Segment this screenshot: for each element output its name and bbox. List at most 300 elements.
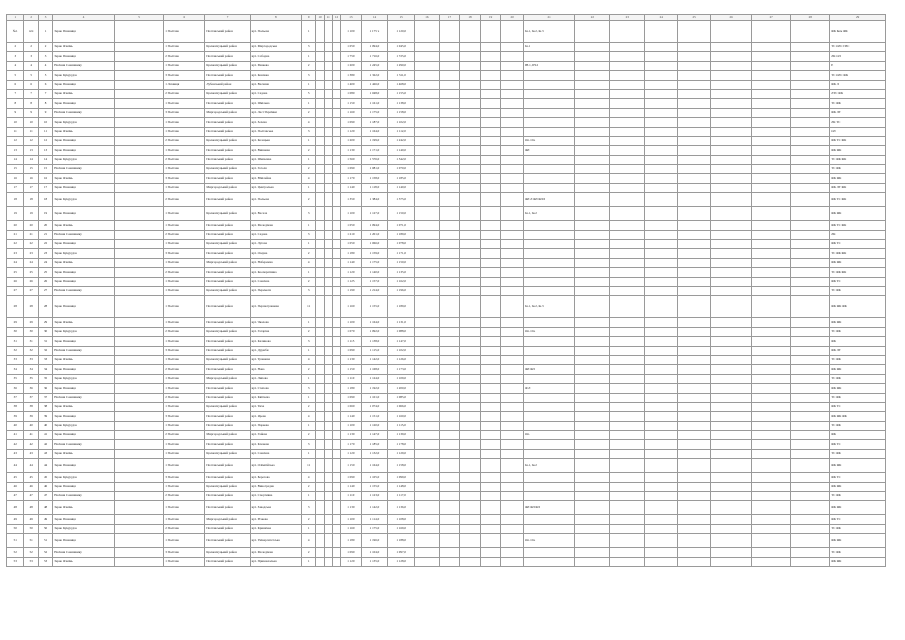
table-cell[interactable]: вул. Садова	[250, 89, 301, 98]
table-cell[interactable]: 1 139,0	[388, 431, 415, 440]
table-cell[interactable]	[752, 136, 791, 145]
table-cell[interactable]	[645, 393, 678, 402]
table-cell[interactable]	[791, 393, 830, 402]
table-cell[interactable]: 1 170	[341, 174, 362, 183]
table-cell[interactable]	[575, 515, 610, 524]
table-cell[interactable]: 2	[302, 402, 316, 411]
table-cell[interactable]: Полтавський район	[205, 384, 250, 393]
table-cell[interactable]: 53	[24, 557, 38, 566]
table-cell[interactable]	[114, 127, 163, 136]
table-row[interactable]	[7, 557, 886, 566]
table-cell[interactable]: 1 155,0	[388, 89, 415, 98]
table-cell[interactable]	[316, 99, 324, 108]
table-cell[interactable]: 1 Полтава	[164, 207, 205, 221]
table-cell[interactable]: 35	[38, 374, 52, 383]
table-cell[interactable]	[324, 440, 332, 449]
table-cell[interactable]	[439, 21, 460, 43]
table-cell[interactable]	[324, 402, 332, 411]
table-cell[interactable]: 4	[7, 61, 24, 70]
table-cell[interactable]	[324, 355, 332, 364]
table-cell[interactable]: 2	[7, 43, 24, 52]
table-cell[interactable]: Полтавський район	[205, 146, 250, 155]
column-header[interactable]: 8	[250, 15, 301, 21]
table-cell[interactable]	[316, 277, 324, 286]
table-cell[interactable]	[645, 355, 678, 364]
table-cell[interactable]: 1 150	[341, 99, 362, 108]
table-cell[interactable]: 1 118,0	[361, 183, 388, 192]
table-cell[interactable]: 1 175,0	[361, 108, 388, 117]
table-cell[interactable]: 2 Полтава	[164, 365, 205, 374]
table-cell[interactable]: 20	[24, 221, 38, 230]
table-cell[interactable]	[324, 296, 332, 318]
table-cell[interactable]: Зерно Кукурудза	[53, 118, 115, 127]
table-cell[interactable]	[332, 431, 340, 440]
table-cell[interactable]	[324, 412, 332, 421]
table-cell[interactable]	[316, 286, 324, 295]
table-cell[interactable]: 6	[24, 80, 38, 89]
table-cell[interactable]: 31	[7, 337, 24, 346]
table-cell[interactable]	[460, 221, 481, 230]
table-cell[interactable]	[645, 258, 678, 267]
table-cell[interactable]	[575, 355, 610, 364]
table-cell[interactable]: Полтавський район	[205, 52, 250, 61]
table-cell[interactable]	[678, 365, 711, 374]
table-cell[interactable]	[610, 440, 645, 449]
table-cell[interactable]: ТС ФК	[830, 548, 886, 557]
table-cell[interactable]	[752, 365, 791, 374]
table-cell[interactable]: вул. Кленова	[250, 440, 301, 449]
table-cell[interactable]: Зерно Ячмінь	[53, 221, 115, 230]
table-cell[interactable]: вул. Гоголя	[250, 165, 301, 174]
table-cell[interactable]	[460, 193, 481, 207]
table-cell[interactable]	[480, 249, 501, 258]
table-cell[interactable]: 3	[302, 337, 316, 346]
table-cell[interactable]	[332, 459, 340, 473]
table-cell[interactable]	[480, 482, 501, 491]
table-cell[interactable]: вул. Польова	[250, 21, 301, 43]
table-cell[interactable]: 1 148,0	[388, 482, 415, 491]
table-cell[interactable]	[460, 449, 481, 458]
table-cell[interactable]: 48	[7, 501, 24, 515]
table-cell[interactable]	[523, 557, 574, 566]
column-header[interactable]: 7	[205, 15, 250, 21]
table-cell[interactable]	[501, 482, 524, 491]
table-cell[interactable]	[114, 268, 163, 277]
table-cell[interactable]: ФК ЛТ ФК	[830, 183, 886, 192]
table-cell[interactable]	[791, 136, 830, 145]
table-cell[interactable]: 1 140	[341, 412, 362, 421]
table-cell[interactable]	[678, 43, 711, 52]
table-cell[interactable]	[501, 412, 524, 421]
table-cell[interactable]: 49	[38, 515, 52, 524]
table-cell[interactable]	[752, 174, 791, 183]
table-cell[interactable]	[415, 449, 440, 458]
table-cell[interactable]	[316, 482, 324, 491]
table-cell[interactable]	[460, 346, 481, 355]
table-cell[interactable]	[324, 421, 332, 430]
table-cell[interactable]	[114, 557, 163, 566]
table-cell[interactable]: вул. Молодіжна	[250, 221, 301, 230]
table-cell[interactable]: 1 117,0	[388, 492, 415, 501]
table-cell[interactable]	[645, 52, 678, 61]
table-cell[interactable]: Кременчуцький район	[205, 240, 250, 249]
table-cell[interactable]	[460, 296, 481, 318]
table-cell[interactable]: 31	[24, 337, 38, 346]
table-cell[interactable]: 16	[7, 174, 24, 183]
table-cell[interactable]	[480, 431, 501, 440]
table-cell[interactable]	[480, 52, 501, 61]
table-cell[interactable]	[610, 80, 645, 89]
table-cell[interactable]	[114, 374, 163, 383]
table-cell[interactable]	[316, 337, 324, 346]
table-cell[interactable]: 1 097,0	[388, 548, 415, 557]
table-cell[interactable]	[645, 459, 678, 473]
table-cell[interactable]	[711, 557, 752, 566]
table-cell[interactable]	[610, 99, 645, 108]
table-cell[interactable]: 1 175,0	[361, 258, 388, 267]
table-cell[interactable]: 1 100	[341, 421, 362, 430]
table-cell[interactable]: 31	[38, 337, 52, 346]
table-cell[interactable]	[752, 557, 791, 566]
table-cell[interactable]	[114, 183, 163, 192]
table-cell[interactable]	[752, 146, 791, 155]
table-cell[interactable]: 35	[7, 374, 24, 383]
table-cell[interactable]	[415, 473, 440, 482]
column-header[interactable]: 2	[24, 15, 38, 21]
table-cell[interactable]: ФК ТС ФК	[830, 136, 886, 145]
table-cell[interactable]	[711, 249, 752, 258]
table-cell[interactable]: 1 178,0	[388, 440, 415, 449]
table-row[interactable]	[7, 365, 886, 374]
table-cell[interactable]: ІН.1, ІН.2	[523, 61, 574, 70]
table-cell[interactable]: вул. Шкільна	[250, 99, 301, 108]
table-cell[interactable]: вул. Миргородська	[250, 43, 301, 52]
table-cell[interactable]	[316, 534, 324, 548]
table-cell[interactable]: вул. Лугова	[250, 240, 301, 249]
table-cell[interactable]	[439, 402, 460, 411]
table-cell[interactable]	[610, 412, 645, 421]
table-cell[interactable]: Лубенський район	[205, 80, 250, 89]
table-cell[interactable]	[460, 286, 481, 295]
table-cell[interactable]: 1 120,0	[361, 421, 388, 430]
table-cell[interactable]: 3	[302, 440, 316, 449]
table-row[interactable]	[7, 240, 886, 249]
table-cell[interactable]: Зерно Пшениця	[53, 459, 115, 473]
table-cell[interactable]: 1 085,0	[388, 393, 415, 402]
table-cell[interactable]: вул. Полтавська	[250, 127, 301, 136]
table-cell[interactable]	[480, 193, 501, 207]
table-cell[interactable]	[415, 240, 440, 249]
table-cell[interactable]: 4	[302, 412, 316, 421]
table-cell[interactable]: ФЛ Л ФЛ ФЛЛ	[523, 193, 574, 207]
table-cell[interactable]	[332, 365, 340, 374]
table-cell[interactable]: 2 Полтава	[164, 327, 205, 336]
table-cell[interactable]	[523, 108, 574, 117]
table-cell[interactable]: Ф Л	[523, 384, 574, 393]
table-cell[interactable]	[575, 249, 610, 258]
table-cell[interactable]	[523, 440, 574, 449]
table-cell[interactable]	[480, 492, 501, 501]
table-cell[interactable]: Кременчуцький район	[205, 402, 250, 411]
table-cell[interactable]	[575, 43, 610, 52]
table-cell[interactable]: 1 Полтава	[164, 258, 205, 267]
table-cell[interactable]: вул. Набережна	[250, 258, 301, 267]
table-cell[interactable]	[791, 421, 830, 430]
column-header[interactable]: 13	[341, 15, 362, 21]
table-cell[interactable]	[523, 402, 574, 411]
table-cell[interactable]	[324, 165, 332, 174]
table-cell[interactable]: 1 102,0	[388, 118, 415, 127]
table-cell[interactable]: 1 750	[341, 52, 362, 61]
table-cell[interactable]	[645, 136, 678, 145]
table-cell[interactable]: 1 164,0	[361, 459, 388, 473]
table-cell[interactable]: 15	[24, 165, 38, 174]
table-cell[interactable]: 6	[38, 80, 52, 89]
table-cell[interactable]	[460, 492, 481, 501]
table-cell[interactable]	[610, 548, 645, 557]
table-cell[interactable]: Зерно Ячмінь	[53, 449, 115, 458]
table-cell[interactable]	[645, 337, 678, 346]
table-cell[interactable]	[791, 440, 830, 449]
table-cell[interactable]: Насіння Соняшнику	[53, 286, 115, 295]
table-cell[interactable]	[415, 286, 440, 295]
table-cell[interactable]	[114, 492, 163, 501]
table-cell[interactable]: ТС ФК	[830, 393, 886, 402]
table-cell[interactable]	[460, 249, 481, 258]
table-cell[interactable]: вул. Сонячна	[250, 449, 301, 458]
table-row[interactable]	[7, 221, 886, 230]
table-cell[interactable]	[415, 89, 440, 98]
table-cell[interactable]: 1 Полтава	[164, 183, 205, 192]
table-cell[interactable]: 33	[24, 355, 38, 364]
table-cell[interactable]: 2 Полтава	[164, 492, 205, 501]
column-header[interactable]: 25	[678, 15, 711, 21]
table-cell[interactable]	[415, 268, 440, 277]
table-cell[interactable]: 1 155,0	[361, 296, 388, 318]
table-cell[interactable]	[480, 136, 501, 145]
table-row[interactable]	[7, 286, 886, 295]
table-row[interactable]	[7, 459, 886, 473]
table-cell[interactable]: 9	[38, 108, 52, 117]
table-cell[interactable]: 8	[38, 99, 52, 108]
table-cell[interactable]	[415, 127, 440, 136]
table-cell[interactable]: 26	[24, 277, 38, 286]
table-cell[interactable]	[480, 21, 501, 43]
table-cell[interactable]	[439, 80, 460, 89]
table-cell[interactable]	[791, 221, 830, 230]
table-row[interactable]	[7, 374, 886, 383]
table-cell[interactable]	[324, 393, 332, 402]
table-cell[interactable]: 36	[24, 384, 38, 393]
table-cell[interactable]	[645, 374, 678, 383]
table-cell[interactable]	[415, 193, 440, 207]
table-cell[interactable]: ФЛ ФЛ	[523, 365, 574, 374]
table-cell[interactable]	[415, 374, 440, 383]
table-cell[interactable]	[415, 118, 440, 127]
table-cell[interactable]: 1 242,0	[388, 136, 415, 145]
table-cell[interactable]	[415, 431, 440, 440]
table-cell[interactable]	[415, 165, 440, 174]
table-cell[interactable]: Зерно Пшениця	[53, 515, 115, 524]
table-cell[interactable]	[610, 249, 645, 258]
table-cell[interactable]	[480, 99, 501, 108]
table-row[interactable]	[7, 183, 886, 192]
table-cell[interactable]: 14	[24, 155, 38, 164]
table-cell[interactable]: ФК ФК	[830, 174, 886, 183]
table-row[interactable]	[7, 473, 886, 482]
table-cell[interactable]	[460, 374, 481, 383]
table-cell[interactable]: вул. Зелена	[250, 118, 301, 127]
table-cell[interactable]	[415, 99, 440, 108]
table-cell[interactable]	[332, 534, 340, 548]
table-cell[interactable]	[791, 43, 830, 52]
table-cell[interactable]	[316, 258, 324, 267]
table-cell[interactable]	[752, 127, 791, 136]
table-cell[interactable]	[460, 355, 481, 364]
table-cell[interactable]: 1 Полтава	[164, 165, 205, 174]
table-cell[interactable]	[332, 557, 340, 566]
table-cell[interactable]: 1 560	[341, 155, 362, 164]
table-cell[interactable]	[711, 80, 752, 89]
table-cell[interactable]	[523, 183, 574, 192]
table-cell[interactable]	[480, 440, 501, 449]
table-row[interactable]	[7, 346, 886, 355]
table-cell[interactable]: 29	[7, 318, 24, 327]
table-cell[interactable]: 1	[38, 21, 52, 43]
table-cell[interactable]: 1 100	[341, 318, 362, 327]
table-cell[interactable]: 1 187,0	[361, 118, 388, 127]
table-cell[interactable]	[114, 277, 163, 286]
table-cell[interactable]	[678, 89, 711, 98]
table-cell[interactable]: 17	[7, 183, 24, 192]
table-cell[interactable]	[645, 557, 678, 566]
table-cell[interactable]	[501, 230, 524, 239]
table-cell[interactable]	[752, 249, 791, 258]
table-cell[interactable]	[678, 412, 711, 421]
table-cell[interactable]: Оп. Оп.	[523, 534, 574, 548]
table-cell[interactable]	[332, 127, 340, 136]
table-cell[interactable]	[415, 534, 440, 548]
table-cell[interactable]: 4	[302, 355, 316, 364]
table-cell[interactable]: 1 150	[341, 459, 362, 473]
table-cell[interactable]	[575, 52, 610, 61]
table-cell[interactable]: Полтавський район	[205, 118, 250, 127]
table-cell[interactable]	[645, 99, 678, 108]
table-cell[interactable]: 1 200	[341, 61, 362, 70]
table-cell[interactable]	[678, 277, 711, 286]
table-cell[interactable]	[332, 118, 340, 127]
table-cell[interactable]: 10	[24, 118, 38, 127]
table-cell[interactable]	[316, 412, 324, 421]
table-cell[interactable]: 50	[7, 524, 24, 533]
table-cell[interactable]	[501, 393, 524, 402]
table-cell[interactable]: Оп.	[523, 431, 574, 440]
table-cell[interactable]	[460, 277, 481, 286]
table-cell[interactable]	[791, 89, 830, 98]
table-cell[interactable]	[501, 52, 524, 61]
table-cell[interactable]	[791, 230, 830, 239]
table-cell[interactable]	[523, 80, 574, 89]
table-cell[interactable]	[316, 230, 324, 239]
table-cell[interactable]: Зерно Пшениця	[53, 52, 115, 61]
table-cell[interactable]: 5	[38, 71, 52, 80]
table-cell[interactable]	[752, 118, 791, 127]
table-cell[interactable]: Зерно Пшениця	[53, 207, 115, 221]
table-cell[interactable]: ФК ТС	[830, 240, 886, 249]
table-cell[interactable]	[791, 346, 830, 355]
table-cell[interactable]: 1 Полтава	[164, 118, 205, 127]
table-cell[interactable]	[523, 515, 574, 524]
table-cell[interactable]	[501, 449, 524, 458]
table-cell[interactable]: Полтавський район	[205, 412, 250, 421]
table-cell[interactable]	[439, 365, 460, 374]
table-cell[interactable]	[439, 501, 460, 515]
table-cell[interactable]	[114, 440, 163, 449]
table-cell[interactable]	[678, 524, 711, 533]
table-cell[interactable]	[415, 327, 440, 336]
table-cell[interactable]	[480, 515, 501, 524]
table-cell[interactable]	[114, 99, 163, 108]
table-cell[interactable]	[711, 548, 752, 557]
table-cell[interactable]	[439, 52, 460, 61]
table-cell[interactable]	[523, 412, 574, 421]
table-cell[interactable]: Зерно Ячмінь	[53, 89, 115, 98]
table-cell[interactable]: вул. Ринкова	[250, 61, 301, 70]
table-cell[interactable]	[501, 337, 524, 346]
table-cell[interactable]	[114, 402, 163, 411]
table-cell[interactable]	[501, 277, 524, 286]
table-cell[interactable]	[575, 240, 610, 249]
table-cell[interactable]	[711, 327, 752, 336]
table-cell[interactable]: Полтавський район	[205, 230, 250, 239]
table-cell[interactable]: 1 Полтава	[164, 337, 205, 346]
table-cell[interactable]: 33	[38, 355, 52, 364]
table-cell[interactable]: 1	[302, 21, 316, 43]
table-cell[interactable]: 16	[38, 174, 52, 183]
table-cell[interactable]	[575, 61, 610, 70]
table-cell[interactable]: Зерно Пшениця	[53, 277, 115, 286]
table-cell[interactable]: 52	[24, 548, 38, 557]
table-cell[interactable]	[324, 71, 332, 80]
table-cell[interactable]	[575, 286, 610, 295]
table-cell[interactable]	[678, 431, 711, 440]
table-cell[interactable]: вул. Спортивна	[250, 492, 301, 501]
table-cell[interactable]	[575, 258, 610, 267]
table-cell[interactable]	[114, 318, 163, 327]
table-cell[interactable]: 1	[302, 524, 316, 533]
table-cell[interactable]	[114, 421, 163, 430]
table-cell[interactable]: 2	[302, 277, 316, 286]
table-cell[interactable]: Полтавський район	[205, 318, 250, 327]
table-cell[interactable]: Ін.1, Ін.2, Ін.3	[523, 296, 574, 318]
table-row[interactable]	[7, 296, 886, 318]
table-cell[interactable]	[480, 221, 501, 230]
table-cell[interactable]	[316, 174, 324, 183]
table-cell[interactable]	[501, 127, 524, 136]
table-cell[interactable]	[324, 174, 332, 183]
table-cell[interactable]: 1 100	[341, 21, 362, 43]
table-cell[interactable]	[439, 548, 460, 557]
table-cell[interactable]: 1 Полтава	[164, 449, 205, 458]
table-cell[interactable]	[575, 99, 610, 108]
table-cell[interactable]: Зерно Кукурудза	[53, 71, 115, 80]
table-cell[interactable]: 1 092,0	[361, 327, 388, 336]
table-cell[interactable]: ТС ФК	[830, 421, 886, 430]
table-cell[interactable]: 19	[24, 207, 38, 221]
table-cell[interactable]	[523, 230, 574, 239]
table-cell[interactable]: 8	[7, 99, 24, 108]
table-cell[interactable]: Полтавський район	[205, 473, 250, 482]
